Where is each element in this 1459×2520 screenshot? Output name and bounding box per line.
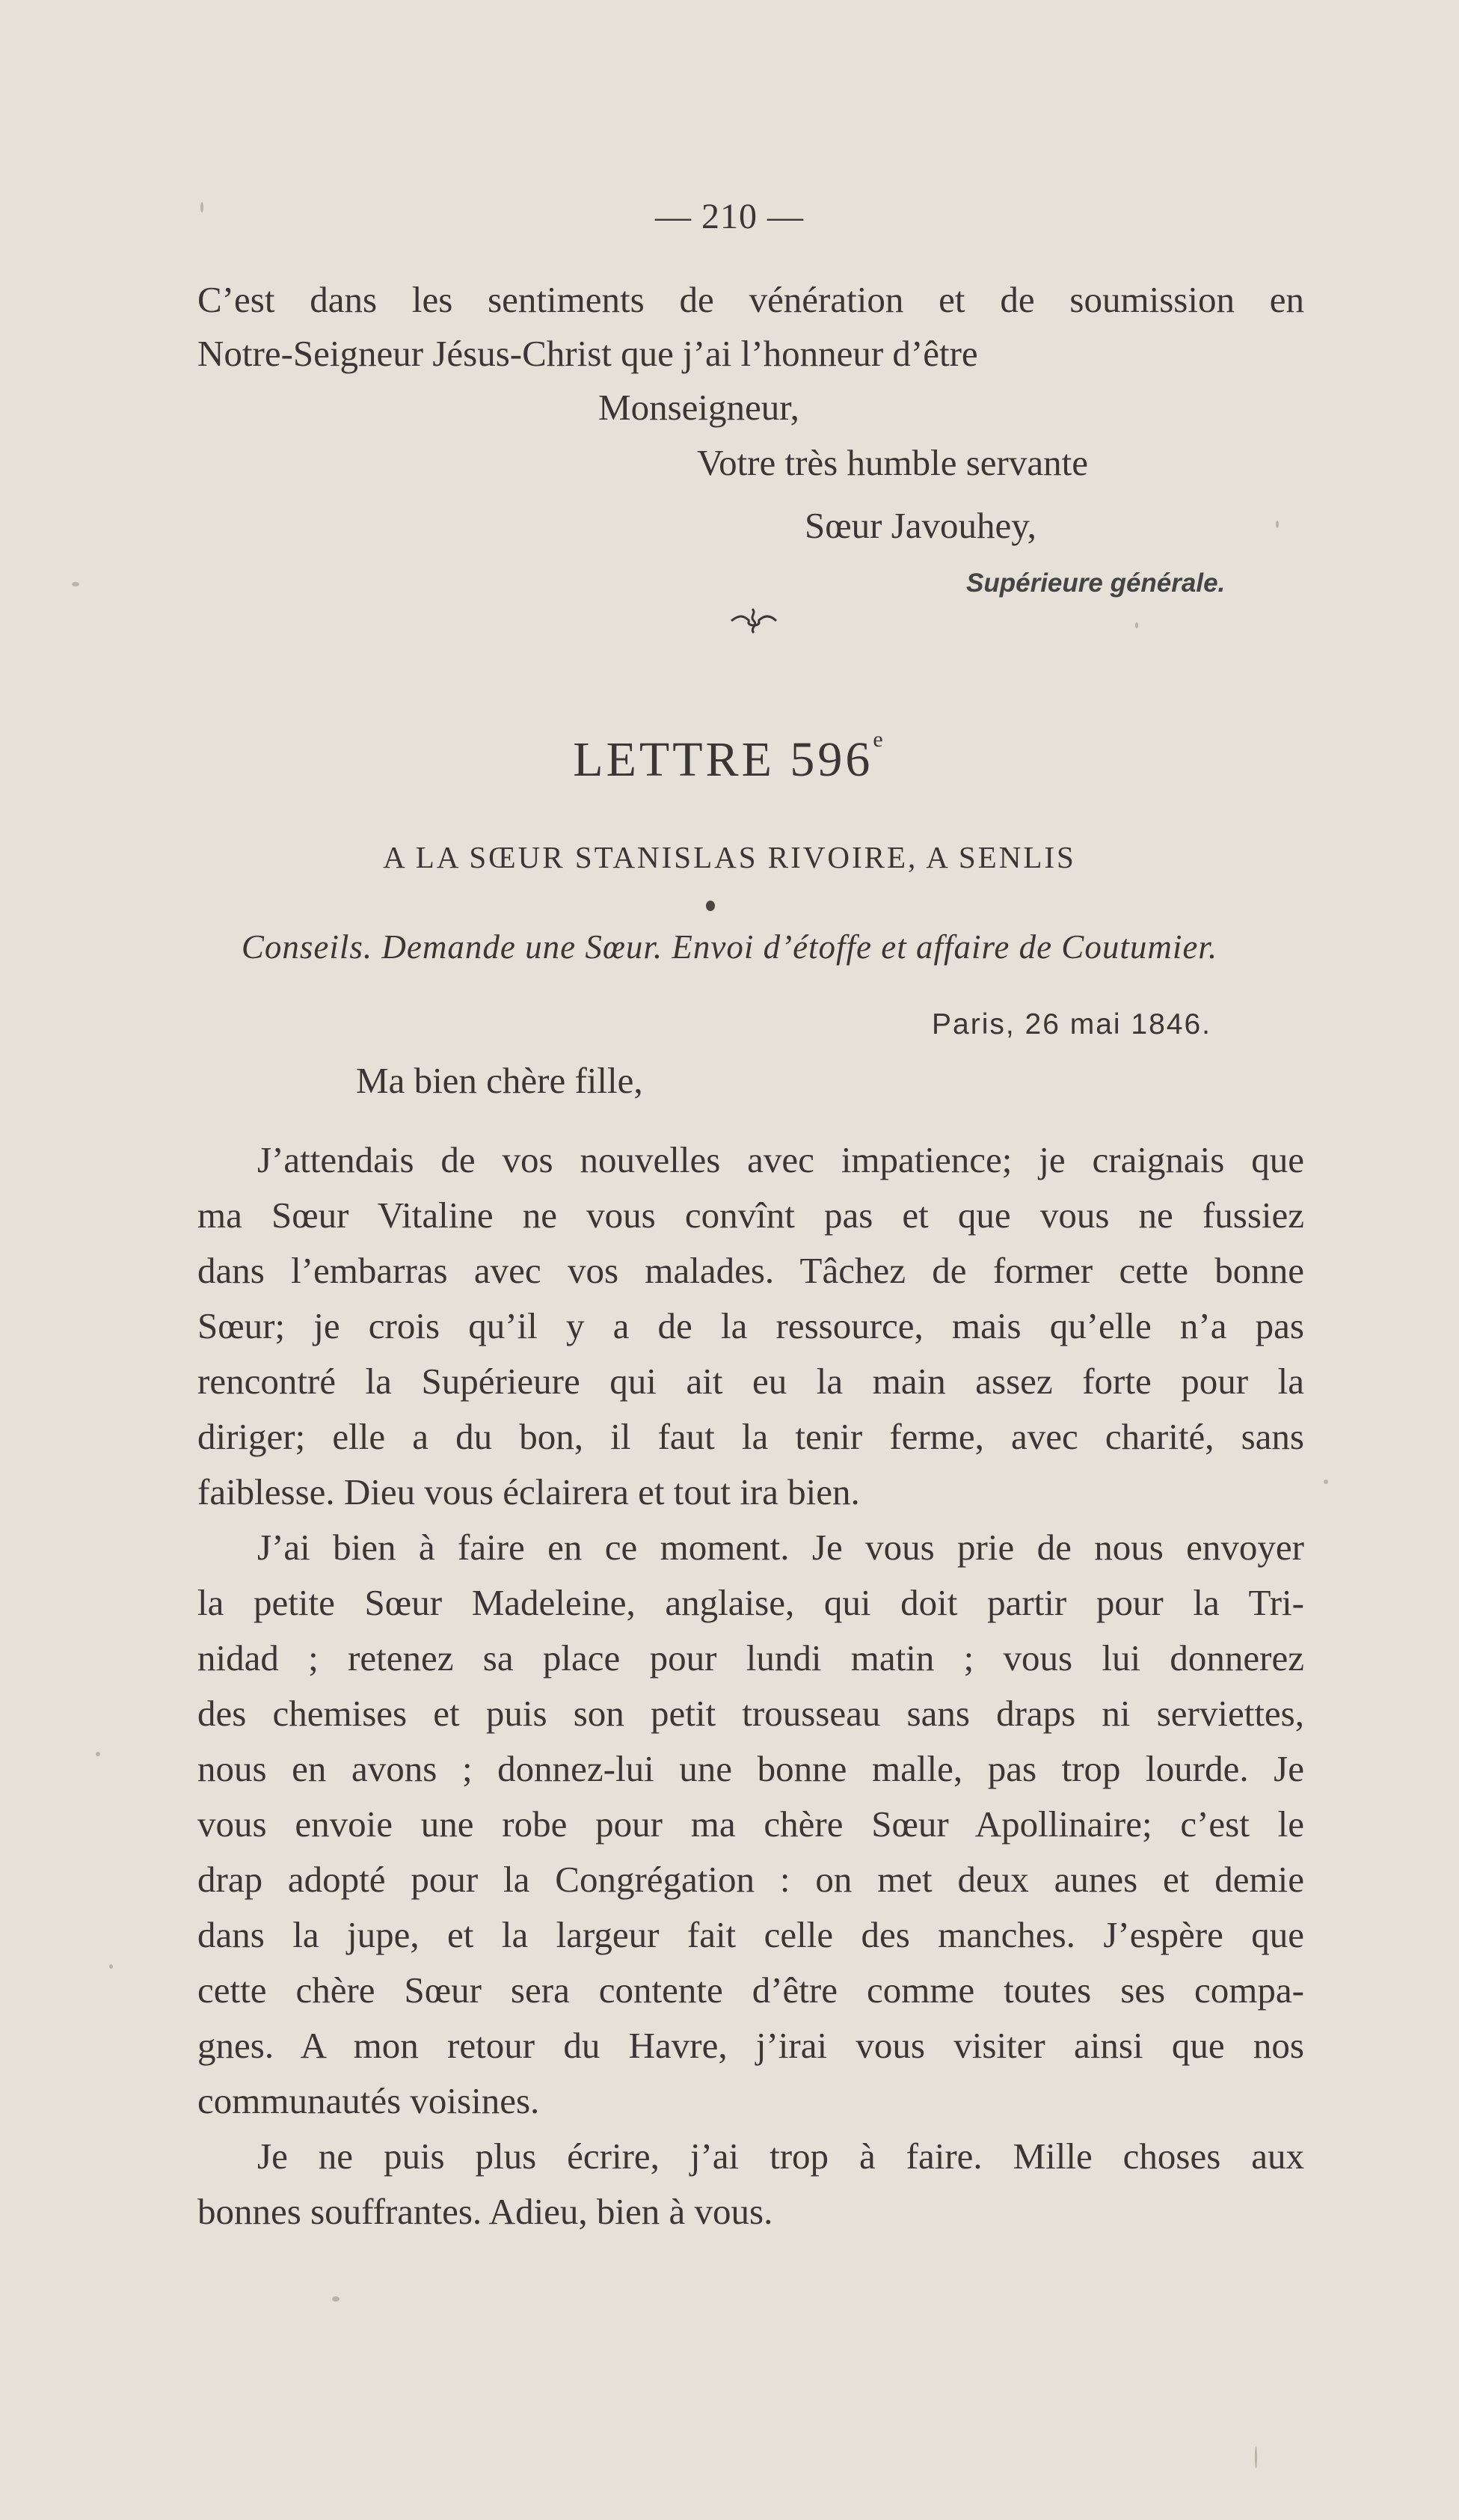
- closing-servant: Votre très humble servante: [697, 442, 1088, 483]
- separator-dot: [706, 901, 715, 911]
- body-line: J’attendais de vos nouvelles avec impatience; je craignais que: [257, 1139, 1304, 1180]
- body-line: la petite Sœur Madeleine, anglaise, qui doit partir pour la Tri-: [197, 1582, 1304, 1623]
- letter-dateline: Paris, 26 mai 1846.: [932, 1008, 1212, 1040]
- body-line: faiblesse. Dieu vous éclairera et tout ira bien.: [197, 1471, 860, 1512]
- body-line: dans l’embarras avec vos malades. Tâchez de former cette bonne: [197, 1250, 1304, 1291]
- signature-role: Supérieure générale.: [966, 568, 1226, 598]
- body-line: drap adopté pour la Congrégation : on met deux aunes et demie: [197, 1859, 1304, 1900]
- body-line: J’ai bien à faire en ce moment. Je vous prie de nous envoyer: [257, 1527, 1304, 1568]
- page-number: — 210 —: [655, 197, 804, 236]
- body-line: nidad ; retenez sa place pour lundi matin ; vous lui donnerez: [197, 1637, 1304, 1679]
- body-line: Je ne puis plus écrire, j’ai trop à faire. Mille choses aux: [257, 2136, 1304, 2177]
- fleuron-ornament-icon: [727, 604, 781, 634]
- body-line: diriger; elle a du bon, il faut la tenir ferme, avec charité, sans: [197, 1416, 1304, 1457]
- signature: Sœur Javouhey,: [805, 505, 1036, 546]
- body-line: Sœur; je crois qu’il y a de la ressource, mais qu’elle n’a pas: [197, 1305, 1304, 1346]
- body-line: dans la jupe, et la largeur fait celle des manches. J’espère que: [197, 1914, 1304, 1955]
- closing-salutation: Monseigneur,: [598, 387, 799, 428]
- letter-title: LETTRE 596e: [573, 727, 886, 787]
- body-line: nous en avons ; donnez-lui une bonne malle, pas trop lourde. Je: [197, 1748, 1304, 1789]
- body-line: communautés voisines.: [197, 2080, 540, 2121]
- body-line: ma Sœur Vitaline ne vous convînt pas et que vous ne fussiez: [197, 1195, 1304, 1236]
- body-line: gnes. A mon retour du Havre, j’irai vous visiter ainsi que nos: [197, 2025, 1304, 2066]
- body-line: rencontré la Supérieure qui ait eu la main assez forte pour la: [197, 1361, 1304, 1402]
- closing-line-1: C’est dans les sentiments de vénération et de soumission en: [197, 279, 1304, 320]
- letter-summary: Conseils. Demande une Sœur. Envoi d’étoffe et affaire de Coutumier.: [241, 928, 1218, 966]
- letter-addressee: A LA SŒUR STANISLAS RIVOIRE, A SENLIS: [383, 840, 1076, 874]
- body-line: vous envoie une robe pour ma chère Sœur Apollinaire; c’est le: [197, 1803, 1304, 1845]
- body-line: cette chère Sœur sera contente d’être comme toutes ses compa-: [197, 1969, 1304, 2011]
- closing-line-2: Notre-Seigneur Jésus-Christ que j’ai l’honneur d’être: [197, 333, 978, 374]
- body-line: des chemises et puis son petit trousseau sans draps ni serviettes,: [197, 1693, 1304, 1734]
- letter-greeting: Ma bien chère fille,: [356, 1060, 643, 1101]
- body-line: bonnes souffrantes. Adieu, bien à vous.: [197, 2191, 773, 2232]
